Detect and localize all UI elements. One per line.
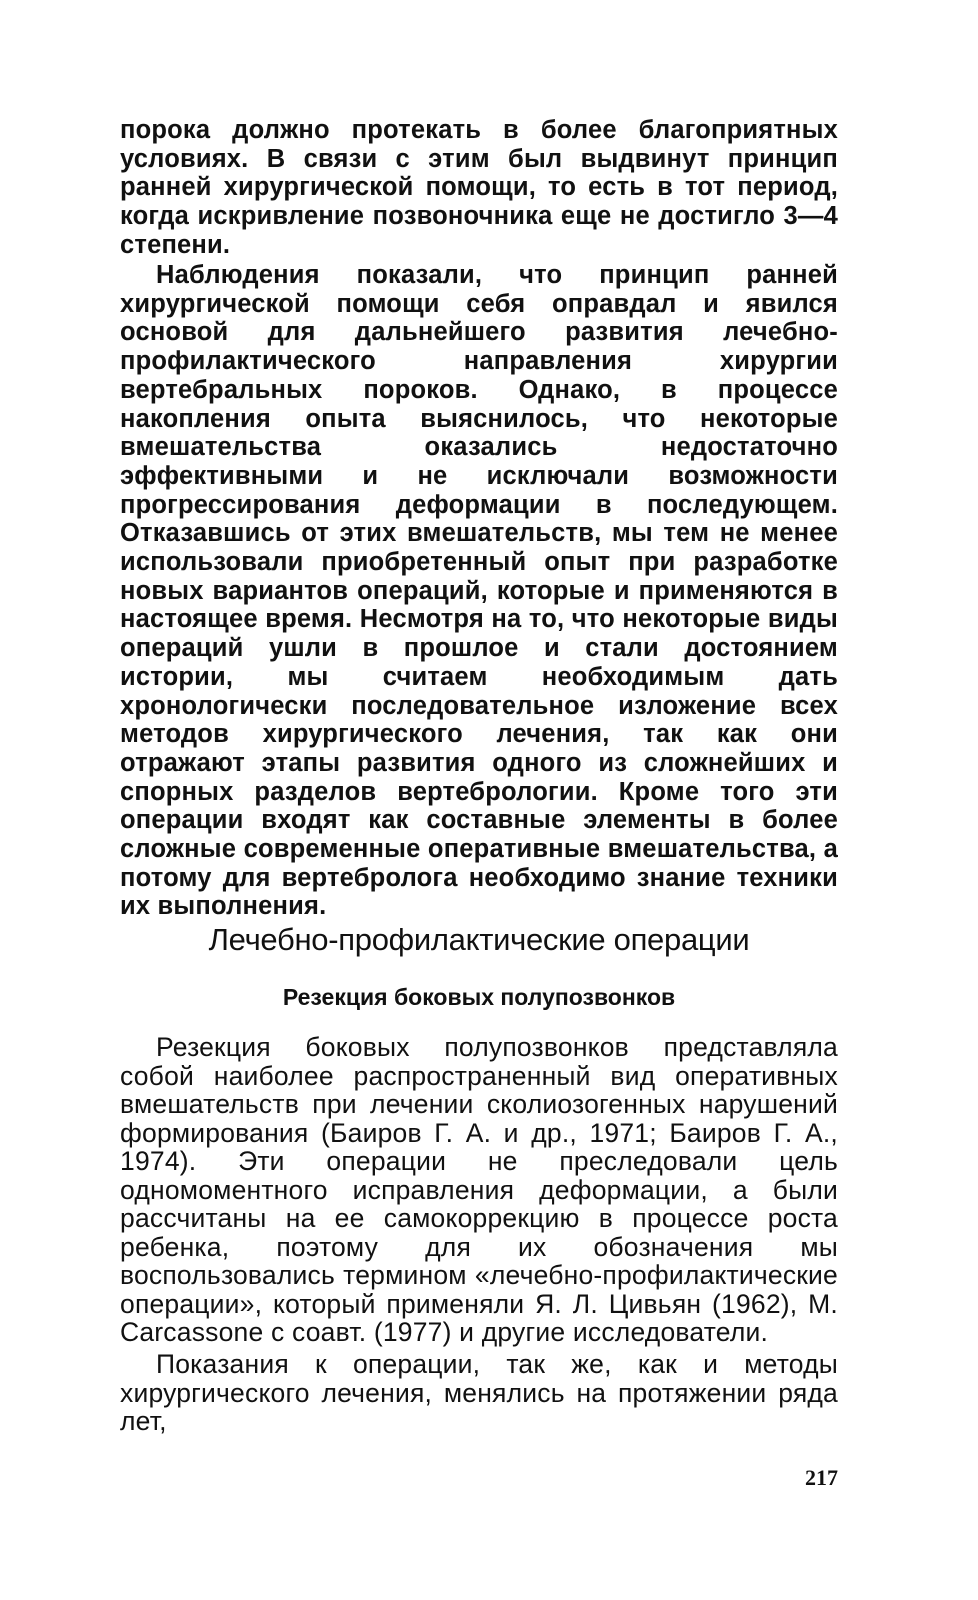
body-text-observations xyxy=(120,261,838,921)
body-text-continuation xyxy=(120,116,838,260)
paragraph: Наблюдения показали, что принцип ранней хирургической помощи себя оправдал и явился основой для дальнейшего развития лечебно-профилактического направления хирургии вертебральных пороков. Однако, в процессе накопления опыта выяснилось, что некоторые вмешательства оказались недостаточно эффективными и не исключали возможности прогрессирования деформации в последующем. Отказавшись от этих вмешательств, мы тем не менее использовали приобретенный опыт при разработке новых вариантов операций, которые и применяются в настоящее время. Несмотря на то, что некоторые виды операций ушли в прошлое и стали достоянием истории, мы считаем необходимым дать хронологически последовательное изложение всех методов хирургического лечения, так как они отражают этапы развития одного из сложнейших и спорных разделов вертебрологии. Кроме того эти операции входят как составные элементы в более сложные современные оперативные вмешательства, а потому для вертебролога необходимо знание техники их выполнения. xyxy=(120,261,838,921)
page-number: 217 xyxy=(805,1465,838,1490)
section-body-text xyxy=(120,1033,838,1347)
subsection-title: Резекция боковых полупозвонков xyxy=(282,984,676,1010)
section-title: Лечебно-профилактические операции xyxy=(208,922,750,957)
paragraph: Резекция боковых полупозвонков представляла собой наиболее распространенный вид оперативных вмешательств при лечении сколиозогенных нарушений формирования (Баиров Г. А. и др., 1971; Баиров Г. А., 1974). Эти операции не преследовали цель одномоментного исправления деформации, а были рассчитаны на ее самокоррекцию в процессе роста ребенка, поэтому для их обозначения мы воспользовались термином «лечебно-профилактические операции», который применяли Я. Л. Цивьян (1962), M. Carcassone с соавт. (1977) и другие исследователи. xyxy=(120,1032,838,1347)
paragraph: порока должно протекать в более благоприятных условиях. В связи с этим был выдвинут принцип ранней хирургической помощи, то есть в тот период, когда искривление позвоночника еще не достигло 3—4 степени. xyxy=(120,116,838,259)
section-body-text-2 xyxy=(120,1350,838,1436)
paragraph: Показания к операции, так же, как и методы хирургического лечения, менялись на протяжении ряда лет, xyxy=(120,1349,838,1436)
